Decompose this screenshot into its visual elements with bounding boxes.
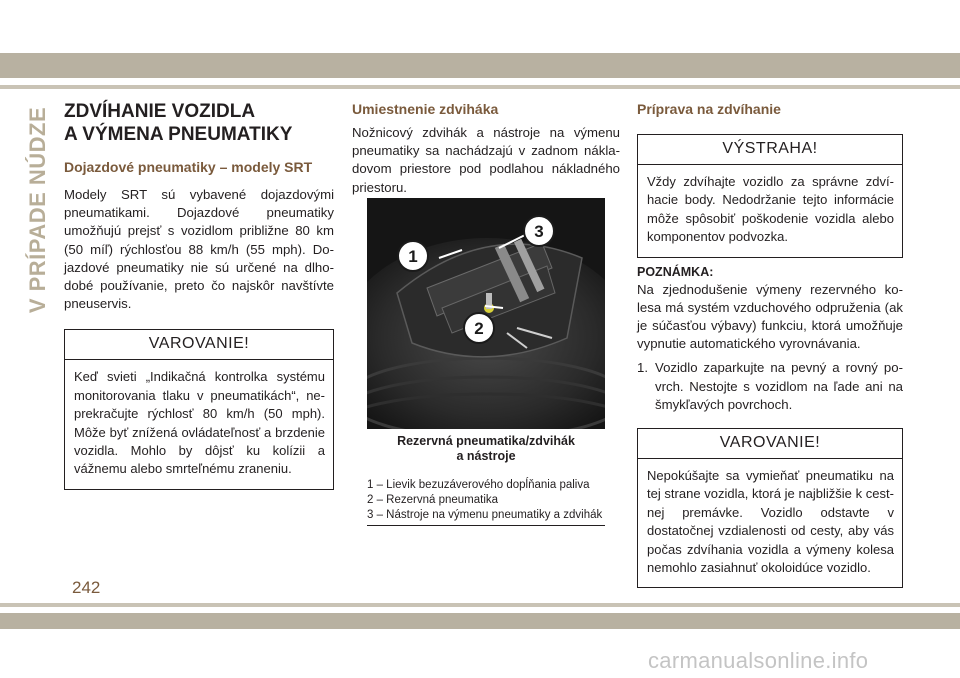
- page-number: 242: [72, 578, 101, 597]
- legend-item-3: 3 – Nástroje na výmenu pneumatiky a zdvihák: [367, 509, 603, 521]
- watermark: carmanualsonline.info: [648, 648, 869, 673]
- caution-box: [637, 134, 903, 258]
- photo-caption-block: [367, 434, 605, 526]
- note-text: Na zjednodušenie výmeny rezervného kolesa má systém vzduchového odpruženia (ak je súčasťou výbavy) funkciu, ktorá umožňuje vypnutie automatického vyrovnávania.: [637, 281, 903, 352]
- top-band: [0, 53, 960, 78]
- column-2: [352, 100, 620, 197]
- callout-2-label: 2: [474, 319, 484, 338]
- step-1-number: 1.: [637, 360, 648, 376]
- photo-caption-line-1: Rezervná pneumatika/zdvihák: [397, 434, 575, 448]
- legend-item-1: 1 – Lievik bezuzáverového dopĺňania paliva: [367, 479, 590, 491]
- column-1: [64, 100, 334, 490]
- warning-box-2: [637, 428, 903, 588]
- legend-item-2: 2 – Rezervná pneumatika: [367, 494, 499, 506]
- warning-box-1-text: Keď svieti „Indikačná kontrolka systému monitorovania tlaku v pneumatikách“, neprekračujte rýchlosť 80 km/h (50 mph). Môže byť znížená ovládateľnosť a brzdenie vozidla. Mohlo by dôjsť ku kolízii a vážnemu alebo smrteľnému zraneniu.: [74, 369, 325, 477]
- photo-caption-line-2: a nástroje: [456, 449, 516, 463]
- callout-3-label: 3: [534, 222, 544, 241]
- caution-box-text: Vždy zdvíhajte vozidlo za správne zdvíhacie body. Nedodržanie tejto informácie môže spôsobiť poškodenie vozidla alebo komponentov podvozka.: [647, 174, 894, 245]
- warning-box-2-title: VAROVANIE!: [638, 429, 902, 459]
- subtitle-preparation: Príprava na zdvíhanie: [637, 101, 781, 117]
- spare-tire-illustration: [367, 198, 605, 429]
- page-title-line-1: ZDVÍHANIE VOZIDLA: [64, 101, 256, 122]
- callout-1-label: 1: [408, 247, 418, 266]
- srt-paragraph: Modely SRT sú vybavené dojazdovými pneumatikami. Dojazdové pneumatiky umožňujú prejsť s vozidlom približne 80 km (50 míľ) rýchlosťou 88 km/h (55 mph). Dojazdové pneumatiky nie sú určené na dlhodobé používanie, preto čo najskôr navštívte pneuservis.: [64, 187, 334, 312]
- note-label: POZNÁMKA:: [637, 264, 714, 279]
- bottom-band-accent: [0, 603, 960, 607]
- bottom-band: [0, 613, 960, 629]
- spare-tire-photo: [367, 198, 605, 429]
- warning-box-1: [64, 329, 334, 489]
- warning-box-2-text: Nepokúšajte sa vymieňať pneumatiku na tej strane vozidla, ktorá je najbližšie k cestnej premávke. Vozidlo odstavte v dostatočnej vzdialenosti od cesty, aby vás počas zdvíhania vozidla a výmeny kolesa nemohlo zasiahnuť okoloidúce vozidlo.: [647, 468, 894, 576]
- column-3: [637, 100, 903, 588]
- warning-box-1-title: VAROVANIE!: [65, 330, 333, 360]
- caution-box-title: VÝSTRAHA!: [638, 135, 902, 165]
- photo-legend: [367, 478, 605, 523]
- caption-rule: [367, 525, 605, 526]
- step-1-text: Vozidlo zaparkujte na pevný a rovný povrch. Nestojte s vozidlom na ľade ani na šmykľavých povrchoch.: [655, 360, 903, 412]
- subtitle-jack-location: Umiestnenie zdviháka: [352, 101, 499, 117]
- page-title-line-2: A VÝMENA PNEUMATIKY: [64, 124, 293, 145]
- callout-2: [464, 313, 494, 343]
- section-tab-label: V PRÍPADE NÚDZE: [25, 106, 50, 313]
- top-band-accent: [0, 85, 960, 89]
- subtitle-srt-tires: Dojazdové pneumatiky – modely SRT: [64, 159, 313, 175]
- section-tab: [25, 92, 50, 327]
- callout-3: [524, 216, 554, 246]
- step-1: [637, 359, 903, 414]
- callout-1: [398, 241, 428, 271]
- jack-location-paragraph: Nožnicový zdvihák a nástroje na výmenu pneumatiky sa nachádzajú v zadnom nákladovom priestore pod podlahou nákladného priestoru.: [352, 125, 620, 195]
